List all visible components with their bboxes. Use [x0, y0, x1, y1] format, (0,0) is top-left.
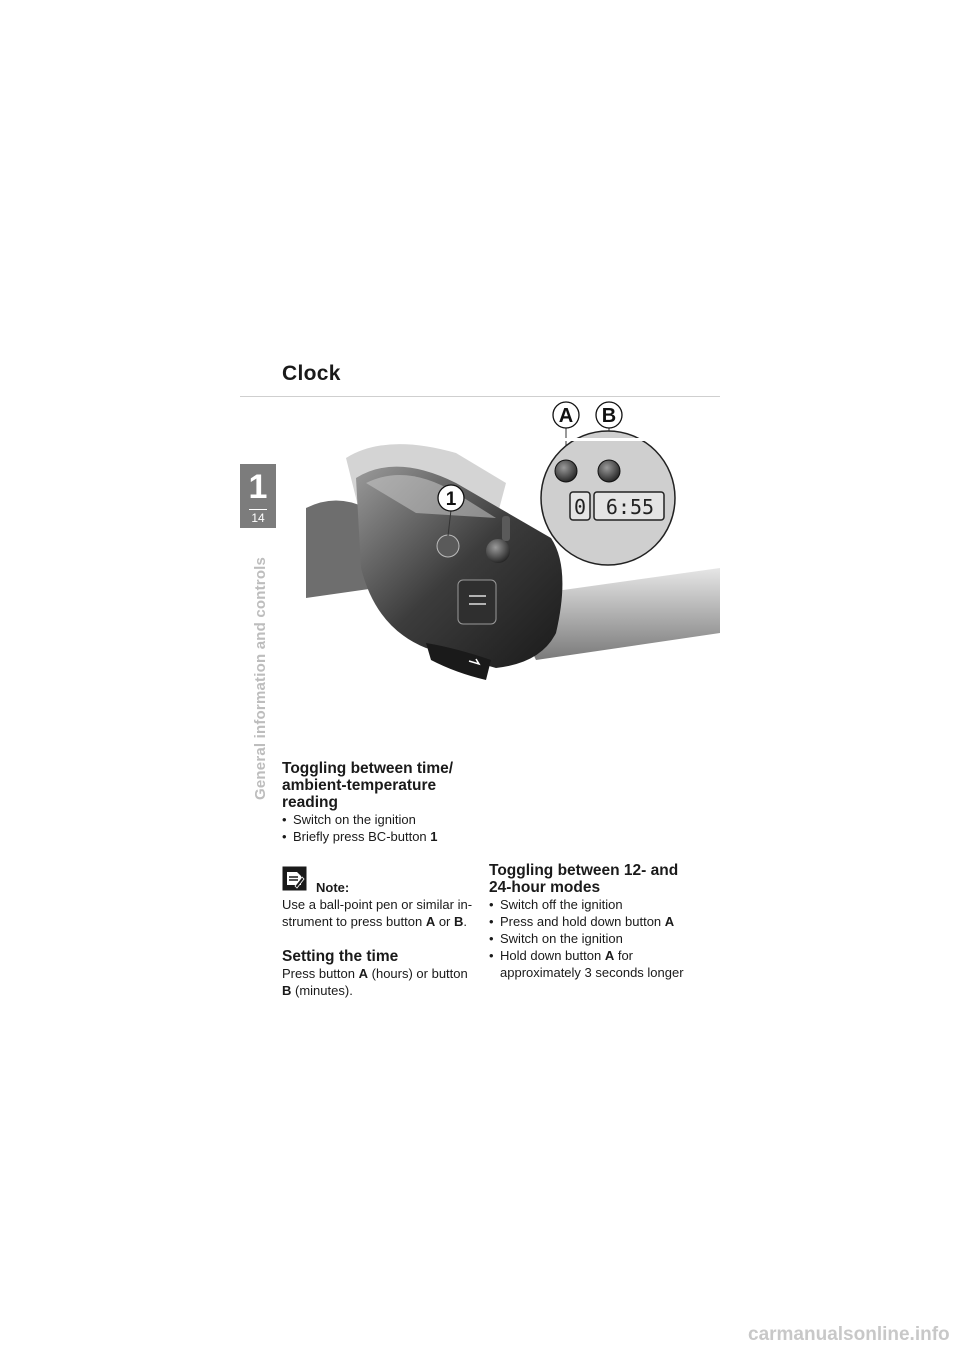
handlebar-switch-photo [306, 398, 720, 750]
tab-divider [249, 509, 267, 510]
section-setting-time [282, 948, 472, 999]
display-time: 6:55 [605, 495, 655, 519]
title-rule [240, 396, 720, 397]
heading-toggle-time-temp: Toggling between time/ ambient-temperature reading [282, 760, 454, 811]
step-hold-a-longer: • Hold down button A for approximately 3 seconds longer [489, 947, 704, 981]
display-left-digit: 0 [573, 495, 587, 519]
step-switch-on-2: • Switch on the ignition [489, 930, 704, 947]
chapter-tab [240, 464, 276, 528]
watermark: carmanualsonline.info [748, 1324, 950, 1345]
setting-time-text: Press button A (hours) or button B (minutes). [282, 966, 468, 998]
note-icon [282, 866, 307, 891]
note-title: Note: [316, 880, 350, 895]
page-number: 14 [251, 511, 265, 525]
heading-setting-time: Setting the time [282, 948, 399, 965]
heading-12-24-modes: Toggling between 12- and 24-hour modes [489, 862, 679, 896]
callout-1: 1 [445, 489, 457, 510]
step-press-hold-a: • Press and hold down button A [489, 913, 704, 930]
page-title: Clock [282, 362, 341, 385]
chapter-number: 1 [248, 468, 268, 506]
callout-b: B [601, 405, 617, 427]
step-switch-off: • Switch off the ignition [489, 896, 704, 913]
chapter-side-label: General information and controls [252, 556, 269, 800]
note-text: Use a ball-point pen or similar in-strument to press button A or B. [282, 897, 473, 929]
step-press-bc: • Briefly press BC-button 1 [282, 828, 472, 845]
callout-a: A [558, 405, 574, 427]
section-12-24-modes [489, 862, 704, 981]
section-toggle-time-temp [282, 760, 472, 845]
step-switch-on: • Switch on the ignition [282, 811, 472, 828]
